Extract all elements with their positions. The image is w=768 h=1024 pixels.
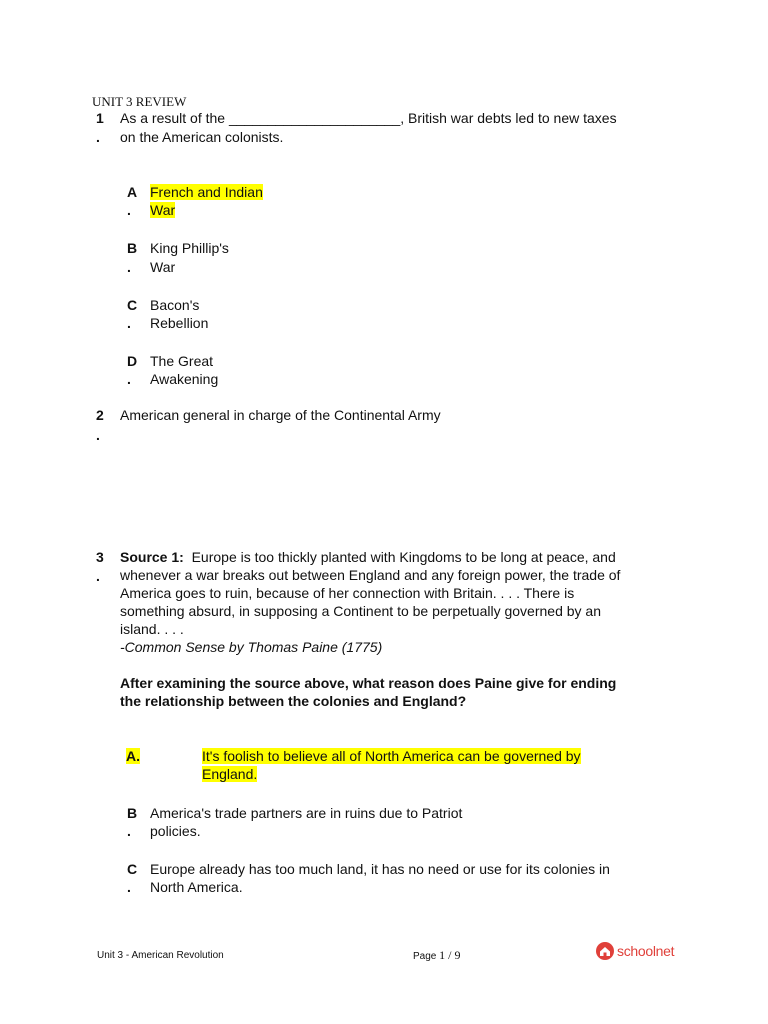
source-text: Europe is too thickly planted with Kingdoms to be long at peace, and (191, 549, 616, 565)
source-label: Source 1: (120, 549, 184, 565)
option-letter-dot: . (127, 879, 131, 895)
option-text: Bacon's (150, 297, 200, 313)
question-text-line: As a result of the ______________________, British war debts led to new taxes (120, 110, 617, 126)
footer-unit-label: Unit 3 - American Revolution (97, 950, 224, 961)
schoolnet-logo (596, 942, 674, 960)
footer-page-indicator (413, 946, 460, 966)
option-letter: D (127, 353, 138, 369)
option-text: Europe already has too much land, it has no need or use for its colonies in (150, 861, 610, 877)
question-text: American general in charge of the Continental Army (120, 407, 441, 423)
question-text-line: on the American colonists. (120, 129, 284, 145)
option-letter-dot: . (127, 371, 131, 387)
option-text: War (150, 259, 176, 275)
source-citation: -Common Sense by Thomas Paine (1775) (120, 639, 383, 655)
source-text: something absurd, in supposing a Continent to be perpetually governed by an (120, 603, 601, 619)
option-letter-dot: . (127, 202, 131, 218)
question-prompt: After examining the source above, what reason does Paine give for ending (120, 675, 617, 691)
house-icon (596, 942, 614, 960)
option-text: policies. (150, 823, 201, 839)
option-text: The Great (150, 353, 214, 369)
page-number: 1 / 9 (439, 948, 461, 962)
option-text: America's trade partners are in ruins due to Patriot (150, 805, 463, 821)
logo-text: schoolnet (617, 943, 675, 959)
question-number-dot: . (96, 129, 100, 145)
question-number: 2 (96, 407, 104, 423)
question-prompt: the relationship between the colonies and England? (120, 693, 467, 709)
source-text: island. . . . (120, 621, 184, 637)
option-letter: C (127, 297, 138, 313)
option-letter: A. (126, 748, 140, 764)
question-number: 3 (96, 549, 104, 565)
option-letter-dot: . (127, 315, 131, 331)
option-text: North America. (150, 879, 243, 895)
option-text: It's foolish to believe all of North America can be governed by (202, 748, 581, 764)
option-text: Rebellion (150, 315, 209, 331)
option-letter: A (127, 184, 138, 200)
question-number-dot: . (96, 568, 100, 584)
source-text: whenever a war breaks out between England and any foreign power, the trade of (120, 567, 621, 583)
option-letter-dot: . (127, 823, 131, 839)
option-text: French and Indian (150, 184, 263, 200)
option-text: War (150, 202, 176, 218)
option-letter: C (127, 861, 138, 877)
option-text: England. (202, 766, 258, 782)
question-number: 1 (96, 110, 104, 126)
source-text: America goes to ruin, because of her connection with Britain. . . . There is (120, 585, 575, 601)
question-number-dot: . (96, 427, 100, 443)
option-text: King Phillip's (150, 240, 229, 256)
option-letter: B (127, 805, 138, 821)
option-letter-dot: . (127, 259, 131, 275)
option-letter: B (127, 240, 138, 256)
page-label: Page (413, 951, 437, 962)
option-text: Awakening (150, 371, 219, 387)
page-title: UNIT 3 REVIEW (92, 94, 187, 109)
